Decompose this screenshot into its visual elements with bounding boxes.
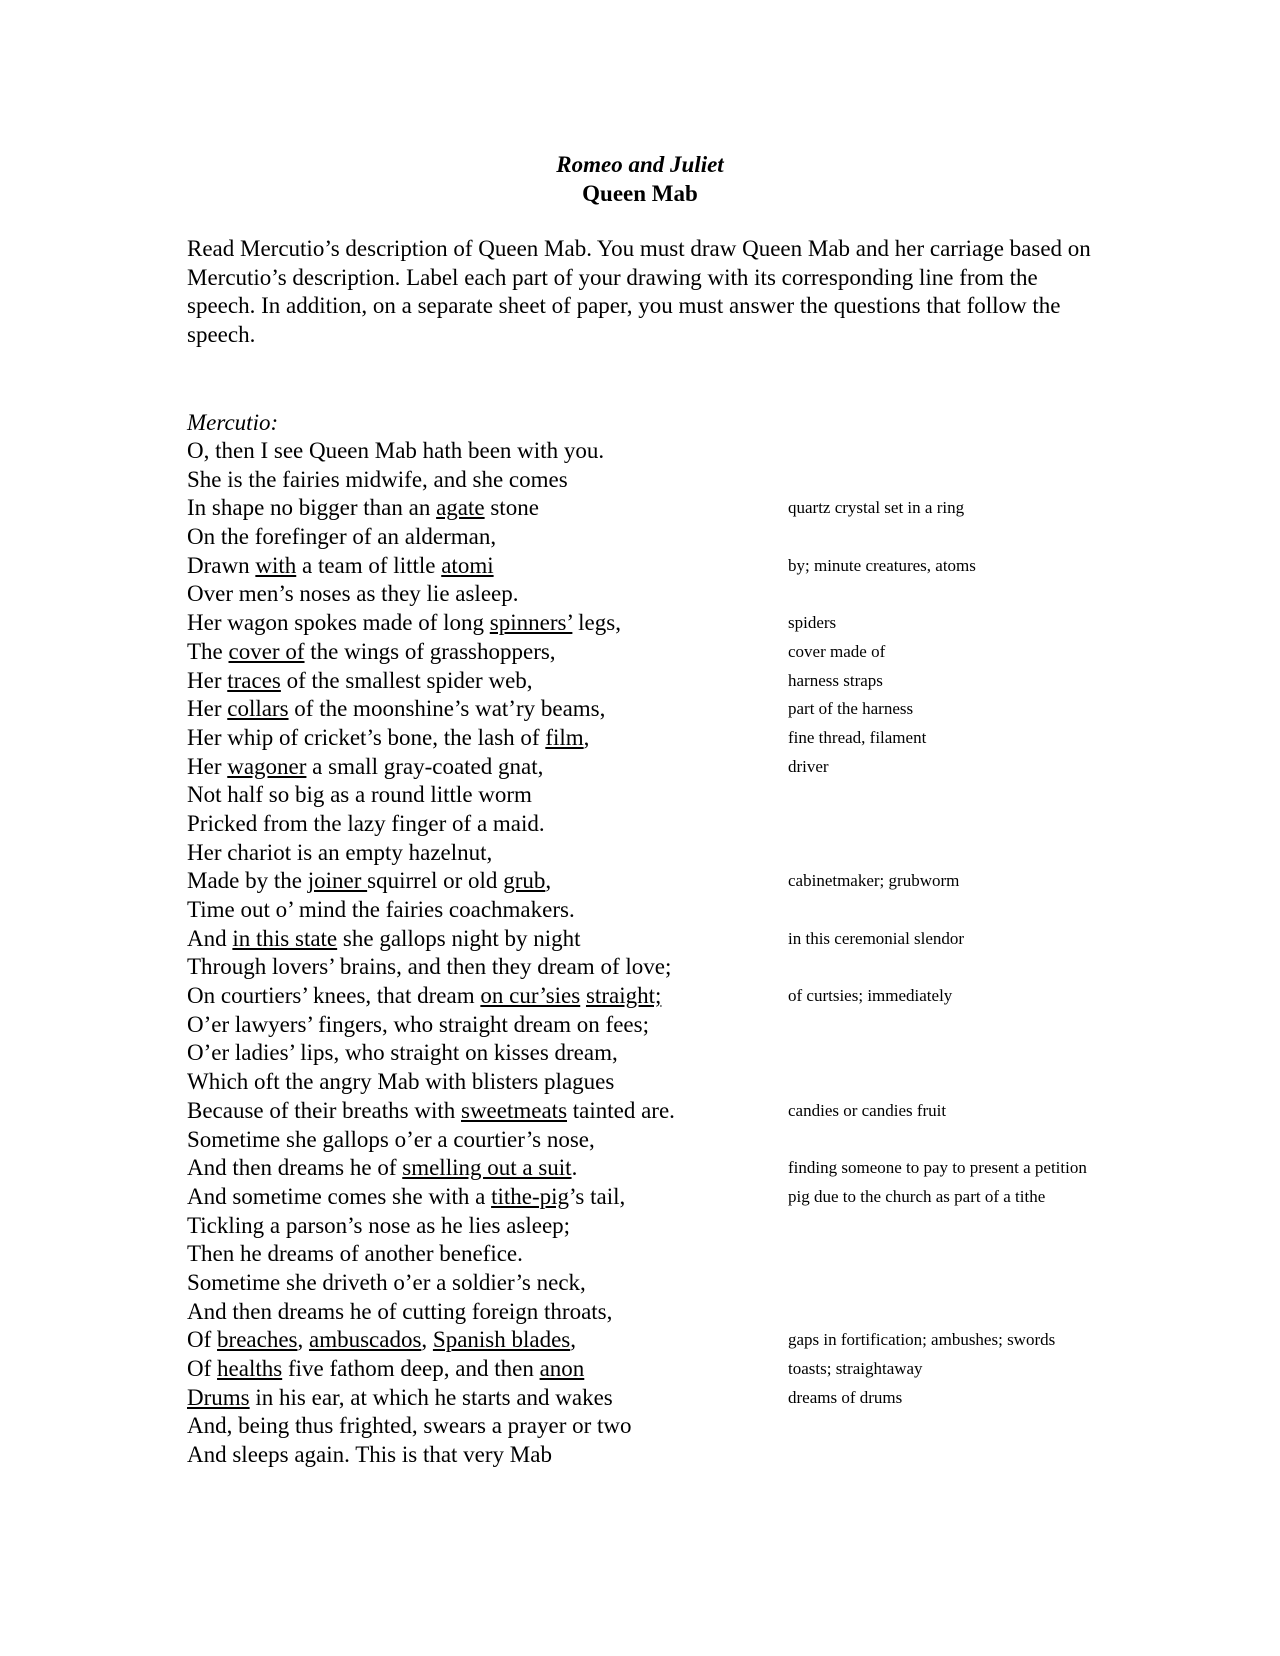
speech-line: [187, 437, 675, 466]
speech-line: [187, 1068, 675, 1097]
line-segment: She is the fairies midwife, and she comes: [187, 466, 568, 492]
line-segment: Not half so big as a round little worm: [187, 782, 532, 808]
glossed-word: ambuscados: [308, 1327, 422, 1353]
speech-line: [187, 953, 675, 982]
line-segment: On the forefinger of an alderman,: [187, 524, 497, 550]
speech-line-text: [187, 1184, 625, 1209]
line-segment: O’er lawyers’ fingers, who straight dream on fees;: [187, 1011, 649, 1037]
glossed-word: straight;: [585, 983, 662, 1009]
line-segment: of the smallest spider web,: [280, 667, 533, 693]
line-segment: Her: [187, 667, 228, 693]
line-segment: legs,: [572, 610, 621, 636]
speech-line-text: [187, 1127, 595, 1152]
speech-line-text: [187, 668, 533, 693]
speech-line-text: [187, 811, 545, 836]
speech-line-text: [187, 467, 568, 492]
line-segment: Over men’s noses as they lie asleep.: [187, 581, 519, 607]
speech-line: [187, 982, 953, 1011]
speech-lines: [187, 437, 1087, 1470]
speech-line: [187, 1154, 1087, 1183]
line-segment: Her wagon spokes made of long: [187, 610, 490, 636]
line-segment: Her: [187, 696, 228, 722]
speech-line-text: [187, 1155, 577, 1180]
line-segment: And, being thus frighted, swears a prayer or two: [187, 1413, 632, 1439]
gloss-note: candies or candies fruit: [788, 1100, 947, 1120]
gloss-note: harness straps: [788, 670, 883, 690]
glossed-word: breaches: [217, 1327, 298, 1353]
glossed-word: on cur’sies: [480, 983, 581, 1009]
speech-line-text: [187, 1012, 649, 1037]
line-segment: Sometime she driveth o’er a soldier’s neck,: [187, 1269, 586, 1295]
glossed-word: Drums: [187, 1384, 250, 1410]
speech-line-text: [187, 495, 539, 520]
gloss-note: of curtsies; immediately: [788, 986, 953, 1006]
speech-line-text: [187, 581, 519, 606]
glossed-word: sweetmeats: [461, 1097, 568, 1123]
glossed-word: in this state: [232, 925, 338, 951]
line-segment: Because of their breaths with: [187, 1097, 461, 1123]
speech-line: [187, 753, 829, 782]
line-segment: The: [187, 638, 229, 664]
line-segment: ’s tail,: [569, 1183, 626, 1209]
line-segment: Which oft the angry Mab with blisters plagues: [187, 1069, 615, 1095]
line-segment: Her: [187, 753, 228, 779]
line-segment: .: [571, 1155, 578, 1181]
speech-line: [187, 1384, 903, 1413]
speech-line: [187, 1298, 675, 1327]
glossed-word: with: [255, 552, 297, 578]
glossed-word: grub: [503, 868, 546, 894]
line-segment: Through lovers’ brains, and then they dream of love;: [187, 954, 672, 980]
gloss-note: fine thread, filament: [788, 727, 927, 747]
glossed-word: smelling out a suit: [402, 1155, 572, 1181]
speech-line: [187, 1240, 675, 1269]
gloss-note: cabinetmaker; grubworm: [788, 871, 960, 891]
speech-line-text: [187, 696, 605, 721]
page-title: Queen Mab: [582, 181, 698, 206]
line-segment: Of: [187, 1327, 218, 1353]
speech-line-text: [187, 868, 551, 893]
speech-line-text: [187, 524, 496, 549]
line-segment: ,: [545, 868, 552, 894]
speech-line-text: [187, 639, 556, 664]
line-segment: ,: [570, 1327, 577, 1353]
glossed-word: anon: [539, 1356, 585, 1381]
glossed-word: tithe-pig: [491, 1183, 569, 1209]
speech-line: [187, 580, 675, 609]
speech-line: [187, 1441, 675, 1470]
line-segment: And then dreams he of cutting foreign throats,: [187, 1298, 613, 1324]
speech-line-text: [187, 1327, 576, 1352]
glossed-word: Spanish blades: [432, 1327, 571, 1353]
speech-line-text: [187, 897, 575, 922]
gloss-note: cover made of: [788, 641, 886, 661]
glossed-word: joiner: [307, 868, 368, 894]
line-segment: Tickling a parson’s nose as he lies asleep;: [187, 1212, 571, 1238]
line-segment: ,: [583, 724, 590, 750]
play-title: Romeo and Juliet: [556, 152, 724, 177]
line-segment: she gallops night by night: [337, 925, 581, 951]
speech-line: [187, 1326, 1056, 1355]
line-segment: of the moonshine’s wat’ry beams,: [288, 696, 606, 722]
line-segment: And: [187, 925, 233, 951]
line-segment: On courtiers’ knees, that dream: [187, 983, 481, 1009]
speech-line: [187, 1039, 675, 1068]
speech-line-text: [187, 553, 494, 578]
speech-line: [187, 925, 965, 954]
glossed-word: cover of: [228, 638, 305, 664]
gloss-note: spiders: [788, 613, 837, 633]
speech-line: [187, 1011, 675, 1040]
instructions-paragraph: Read Mercutio’s description of Queen Mab. You must draw Queen Mab and her carriage based on Mercutio’s description. Label each part of your drawing with its corresponding line from the speech. In addition, on a separate sheet of paper, you must answer the questions that follow the speech.: [187, 236, 1091, 348]
glossed-word: atomi: [441, 552, 494, 578]
gloss-note: finding someone to pay to present a petition: [788, 1158, 1087, 1178]
line-segment: And sometime comes she with a: [187, 1183, 492, 1209]
glossed-word: traces: [227, 667, 281, 693]
speech-line: [187, 466, 675, 495]
gloss-note: gaps in fortification; ambushes; swords: [788, 1330, 1056, 1350]
line-segment: Then he dreams of another benefice.: [187, 1241, 523, 1267]
line-segment: Sometime she gallops o’er a courtier’s nose,: [187, 1126, 595, 1152]
speech-line: [187, 552, 976, 581]
speech-line: [187, 839, 675, 868]
gloss-note: in this ceremonial slendor: [788, 928, 965, 948]
speech-line: [187, 523, 675, 552]
line-segment: And then dreams he of: [187, 1155, 403, 1181]
line-segment: Her chariot is an empty hazelnut,: [187, 839, 493, 865]
gloss-note: pig due to the church as part of a tithe: [788, 1186, 1046, 1206]
speech-line: [187, 1126, 675, 1155]
speech-line-text: [187, 1442, 552, 1467]
glossed-word: agate: [436, 495, 485, 521]
gloss-note: dreams of drums: [788, 1387, 903, 1407]
speech-line: [187, 695, 914, 724]
line-segment: the wings of grasshoppers,: [304, 638, 556, 664]
gloss-note: quartz crystal set in a ring: [788, 498, 965, 518]
speech-line: [187, 1269, 675, 1298]
speaker-name: Mercutio:: [187, 410, 279, 435]
line-segment: a small gray-coated gnat,: [306, 753, 544, 779]
speech-line: [187, 638, 886, 667]
line-segment: ,: [297, 1327, 309, 1353]
speech-line-text: [187, 954, 671, 979]
speech-line: [187, 494, 965, 523]
line-segment: ,: [421, 1327, 433, 1353]
line-segment: Of: [187, 1356, 218, 1381]
speech-line: [187, 1412, 675, 1441]
speech-line-text: [187, 1069, 614, 1094]
line-segment: Drawn: [187, 552, 256, 578]
line-segment: Her whip of cricket’s bone, the lash of: [187, 724, 546, 750]
speech-line: [187, 781, 675, 810]
speech-line: [187, 1355, 923, 1384]
speech-line-text: [187, 1213, 570, 1238]
speech-line: [187, 810, 675, 839]
gloss-note: toasts; straightaway: [788, 1359, 923, 1378]
speech-line: [187, 724, 927, 753]
speech-line-text: [187, 610, 621, 635]
line-segment: In shape no bigger than an: [187, 495, 437, 521]
line-segment: Pricked from the lazy finger of a maid.: [187, 810, 545, 836]
gloss-note: part of the harness: [788, 699, 914, 719]
speech-line-text: [187, 438, 604, 463]
line-segment: O, then I see Queen Mab hath been with you.: [187, 438, 605, 463]
speech-line: [187, 867, 960, 896]
speech-line-text: [187, 983, 661, 1008]
line-segment: Time out o’ mind the fairies coachmakers.: [187, 897, 575, 922]
speech-line: [187, 667, 883, 696]
glossed-word: wagoner: [227, 753, 307, 779]
gloss-note: driver: [788, 756, 829, 776]
speech-line: [187, 1183, 1046, 1212]
speech-line-text: [187, 840, 492, 865]
line-segment: five fathom deep, and then: [282, 1356, 540, 1381]
glossed-word: film: [545, 724, 584, 750]
line-segment: Made by the: [187, 868, 308, 894]
speech-line-text: [187, 1098, 675, 1123]
speech-line-text: [187, 1413, 632, 1438]
speech-line-text: [187, 1356, 584, 1381]
line-segment: a team of little: [296, 552, 442, 578]
speech-line-text: [187, 1040, 618, 1065]
glossed-word: collars: [227, 696, 289, 722]
line-segment: O’er ladies’ lips, who straight on kisses dream,: [187, 1040, 618, 1066]
glossed-word: spinners’: [489, 610, 573, 636]
line-segment: And sleeps again. This is that very Mab: [187, 1442, 552, 1468]
gloss-note: by; minute creatures, atoms: [788, 555, 976, 575]
speech-line: [187, 896, 675, 925]
speech-line-text: [187, 754, 543, 779]
speech-line: [187, 1212, 675, 1241]
glossed-word: healths: [217, 1356, 283, 1381]
speech-line-text: [187, 782, 532, 807]
speech-line-text: [187, 1299, 612, 1324]
speech-line-text: [187, 725, 589, 750]
line-segment: tainted are.: [567, 1097, 675, 1123]
speech-line: [187, 1097, 947, 1126]
line-segment: in his ear, at which he starts and wakes: [249, 1384, 613, 1410]
speech-line: [187, 609, 837, 638]
line-segment: squirrel or old: [367, 868, 504, 894]
speech-line-text: [187, 1270, 586, 1295]
speech-line-text: [187, 926, 581, 951]
speech-line-text: [187, 1241, 523, 1266]
line-segment: stone: [484, 495, 539, 521]
speech-line-text: [187, 1385, 613, 1410]
